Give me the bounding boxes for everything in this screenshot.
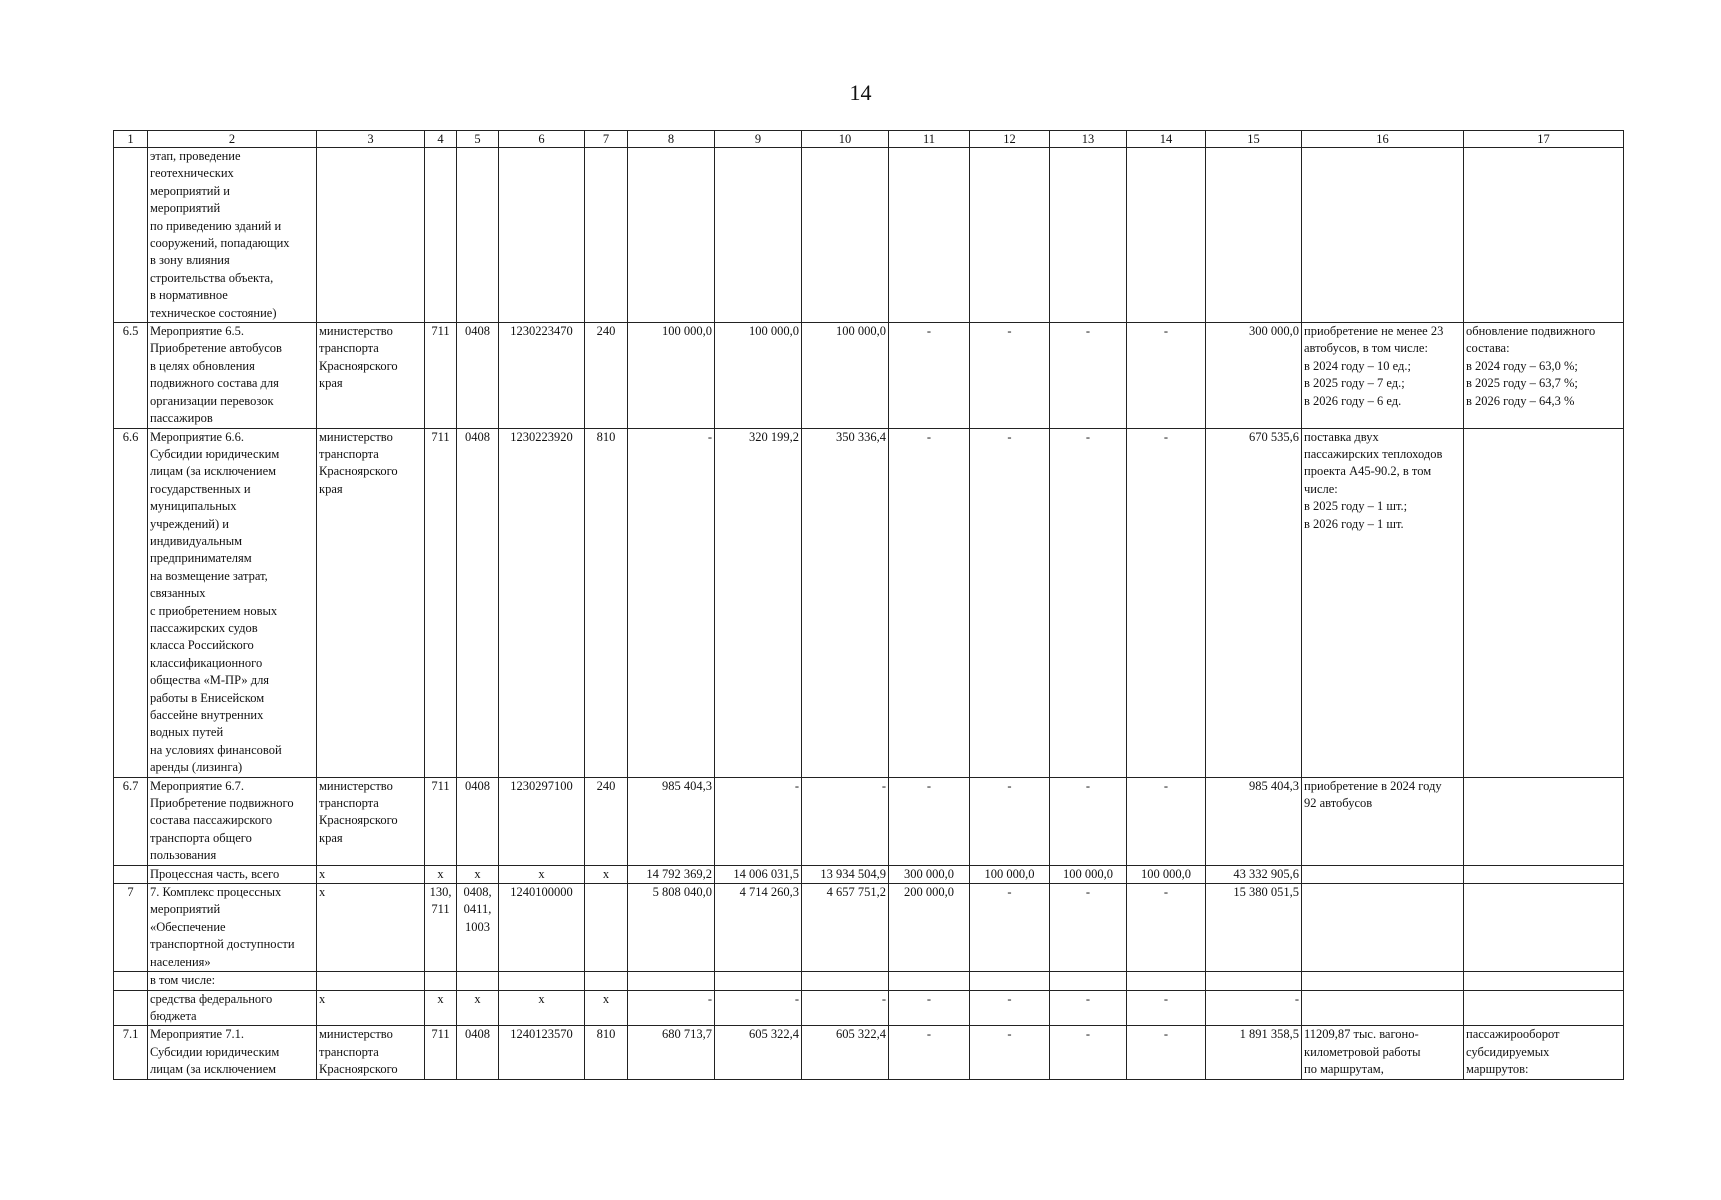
amount-2026: 13 934 504,9 [802,865,889,883]
column-header: 9 [715,131,802,148]
column-header: 12 [970,131,1050,148]
amount-total [1206,972,1302,990]
amount-2028: - [970,323,1050,428]
amount-2028 [970,148,1050,323]
section-code: х [457,865,499,883]
amount-2027: - [889,777,970,865]
section-code: х [457,990,499,1026]
table-row [114,148,1624,323]
event-name: Мероприятие 6.6. Субсидии юридическим лицам (за исключением государственных и муниципальных учреждений) и индивидуальным предпринимателям на возмещение затрат, связанных с приобретением новых пассажирских судов класса Российского классификационного общества «М-ПР» для работы в Енисейском бассейне внутренних водных путей на условиях финансовой аренды (лизинга) [148,428,317,777]
target-article-code [499,972,585,990]
amount-2025 [715,148,802,323]
amount-2026: 4 657 751,2 [802,884,889,972]
target-article-code: 1230297100 [499,777,585,865]
amount-2026: 605 322,4 [802,1026,889,1079]
expected-result: приобретение в 2024 году 92 автобусов [1302,777,1464,865]
row-number [114,865,148,883]
amount-2026: 100 000,0 [802,323,889,428]
section-code: 0408 [457,323,499,428]
expense-type-code: 240 [585,323,628,428]
row-number: 7.1 [114,1026,148,1079]
amount-2029: - [1050,990,1127,1026]
expected-result [1302,972,1464,990]
amount-total: - [1206,990,1302,1026]
expected-result: поставка двух пассажирских теплоходов проекта А45-90.2, в том числе: в 2025 году – 1 шт.; в 2026 году – 1 шт. [1302,428,1464,777]
section-code: 0408 [457,1026,499,1079]
column-header: 10 [802,131,889,148]
event-name: Процессная часть, всего [148,865,317,883]
column-header: 13 [1050,131,1127,148]
table-row [114,884,1624,972]
column-header: 7 [585,131,628,148]
amount-2028: - [970,428,1050,777]
responsible-org: министерство транспорта Красноярского края [317,428,425,777]
amount-2024: 680 713,7 [628,1026,715,1079]
amount-2027: - [889,1026,970,1079]
amount-2029: - [1050,777,1127,865]
target-indicator: пассажирооборот субсидируемых маршрутов: [1464,1026,1624,1079]
amount-2025: - [715,777,802,865]
target-indicator [1464,865,1624,883]
amount-total: 670 535,6 [1206,428,1302,777]
target-indicator [1464,148,1624,323]
amount-2024: 5 808 040,0 [628,884,715,972]
amount-2028: 100 000,0 [970,865,1050,883]
grbs-code: х [425,865,457,883]
grbs-code: 711 [425,323,457,428]
amount-2030 [1127,148,1206,323]
expected-result [1302,884,1464,972]
column-header: 5 [457,131,499,148]
amount-2029 [1050,148,1127,323]
grbs-code: 130, 711 [425,884,457,972]
amount-2030: - [1127,884,1206,972]
amount-2024: 985 404,3 [628,777,715,865]
amount-2030: - [1127,990,1206,1026]
amount-total: 1 891 358,5 [1206,1026,1302,1079]
row-number: 6.7 [114,777,148,865]
amount-2028: - [970,884,1050,972]
budget-table [113,130,1624,1080]
amount-2030: - [1127,777,1206,865]
responsible-org [317,148,425,323]
expense-type-code: 810 [585,428,628,777]
amount-2029: - [1050,884,1127,972]
column-number-row [114,131,1624,148]
amount-2025: 100 000,0 [715,323,802,428]
responsible-org: х [317,865,425,883]
expected-result: приобретение не менее 23 автобусов, в том числе: в 2024 году – 10 ед.; в 2025 году – 7 ед.; в 2026 году – 6 ед. [1302,323,1464,428]
target-indicator [1464,884,1624,972]
expense-type-code [585,884,628,972]
column-header: 16 [1302,131,1464,148]
responsible-org: министерство транспорта Красноярского края [317,777,425,865]
amount-2027: - [889,323,970,428]
grbs-code [425,148,457,323]
section-code: 0408 [457,428,499,777]
target-article-code: 1230223920 [499,428,585,777]
grbs-code [425,972,457,990]
amount-2029 [1050,972,1127,990]
row-number: 6.6 [114,428,148,777]
column-header: 1 [114,131,148,148]
amount-2025: - [715,990,802,1026]
target-article-code [499,148,585,323]
amount-2029: - [1050,428,1127,777]
amount-2027: - [889,990,970,1026]
amount-2024 [628,972,715,990]
amount-total: 43 332 905,6 [1206,865,1302,883]
expense-type-code: 810 [585,1026,628,1079]
column-header: 14 [1127,131,1206,148]
column-header: 8 [628,131,715,148]
responsible-org: министерство транспорта Красноярского края [317,323,425,428]
expense-type-code: х [585,990,628,1026]
amount-total: 300 000,0 [1206,323,1302,428]
amount-total: 985 404,3 [1206,777,1302,865]
responsible-org: х [317,990,425,1026]
table-row [114,990,1624,1026]
target-indicator: обновление подвижного состава: в 2024 году – 63,0 %; в 2025 году – 63,7 %; в 2026 году – 64,3 % [1464,323,1624,428]
amount-2025: 14 006 031,5 [715,865,802,883]
amount-2027 [889,972,970,990]
table-row [114,972,1624,990]
grbs-code: 711 [425,1026,457,1079]
column-header: 2 [148,131,317,148]
grbs-code: 711 [425,428,457,777]
amount-2026: 350 336,4 [802,428,889,777]
column-header: 4 [425,131,457,148]
amount-2025: 4 714 260,3 [715,884,802,972]
responsible-org: министерство транспорта Красноярского [317,1026,425,1079]
amount-2028 [970,972,1050,990]
amount-2030: - [1127,323,1206,428]
event-name: Мероприятие 6.5. Приобретение автобусов в целях обновления подвижного состава для организации перевозок пассажиров [148,323,317,428]
target-article-code: 1240123570 [499,1026,585,1079]
amount-2029: 100 000,0 [1050,865,1127,883]
target-indicator [1464,428,1624,777]
amount-total: 15 380 051,5 [1206,884,1302,972]
amount-2025: 605 322,4 [715,1026,802,1079]
amount-2024: - [628,990,715,1026]
amount-2026 [802,972,889,990]
target-indicator [1464,990,1624,1026]
target-indicator [1464,777,1624,865]
expected-result [1302,990,1464,1026]
amount-2024: - [628,428,715,777]
row-number: 6.5 [114,323,148,428]
amount-2026: - [802,777,889,865]
amount-2025 [715,972,802,990]
row-number [114,972,148,990]
expense-type-code [585,148,628,323]
expected-result [1302,148,1464,323]
table-row [114,323,1624,428]
amount-2030 [1127,972,1206,990]
section-code [457,148,499,323]
amount-2027: 200 000,0 [889,884,970,972]
section-code [457,972,499,990]
table-body [114,131,1624,1080]
column-header: 15 [1206,131,1302,148]
amount-2028: - [970,990,1050,1026]
event-name: Мероприятие 6.7. Приобретение подвижного состава пассажирского транспорта общего пользования [148,777,317,865]
amount-2030: - [1127,1026,1206,1079]
expense-type-code: х [585,865,628,883]
table-row [114,428,1624,777]
amount-2024 [628,148,715,323]
row-number [114,148,148,323]
column-header: 17 [1464,131,1624,148]
column-header: 3 [317,131,425,148]
grbs-code: 711 [425,777,457,865]
amount-2030: - [1127,428,1206,777]
expected-result [1302,865,1464,883]
amount-2025: 320 199,2 [715,428,802,777]
target-article-code: 1230223470 [499,323,585,428]
page-number: 14 [849,80,872,105]
responsible-org [317,972,425,990]
event-name: этап, проведение геотехнических мероприятий и мероприятий по приведению зданий и сооружений, попадающих в зону влияния строительства объекта, в нормативное техническое состояние) [148,148,317,323]
amount-2030: 100 000,0 [1127,865,1206,883]
row-number: 7 [114,884,148,972]
amount-2027: - [889,428,970,777]
row-number [114,990,148,1026]
column-header: 11 [889,131,970,148]
amount-2027: 300 000,0 [889,865,970,883]
amount-2028: - [970,777,1050,865]
event-name: в том числе: [148,972,317,990]
responsible-org: х [317,884,425,972]
column-header: 6 [499,131,585,148]
amount-2027 [889,148,970,323]
amount-2024: 14 792 369,2 [628,865,715,883]
target-indicator [1464,972,1624,990]
amount-2029: - [1050,1026,1127,1079]
section-code: 0408 [457,777,499,865]
amount-2024: 100 000,0 [628,323,715,428]
amount-total [1206,148,1302,323]
target-article-code: х [499,990,585,1026]
amount-2029: - [1050,323,1127,428]
expense-type-code: 240 [585,777,628,865]
table-row [114,777,1624,865]
event-name: Мероприятие 7.1. Субсидии юридическим лицам (за исключением [148,1026,317,1079]
target-article-code: х [499,865,585,883]
amount-2028: - [970,1026,1050,1079]
event-name: 7. Комплекс процессных мероприятий «Обеспечение транспортной доступности населения» [148,884,317,972]
expected-result: 11209,87 тыс. вагоно- километровой работы по маршрутам, [1302,1026,1464,1079]
grbs-code: х [425,990,457,1026]
section-code: 0408, 0411, 1003 [457,884,499,972]
target-article-code: 1240100000 [499,884,585,972]
expense-type-code [585,972,628,990]
table-row [114,865,1624,883]
event-name: средства федерального бюджета [148,990,317,1026]
table-row [114,1026,1624,1079]
amount-2026: - [802,990,889,1026]
amount-2026 [802,148,889,323]
